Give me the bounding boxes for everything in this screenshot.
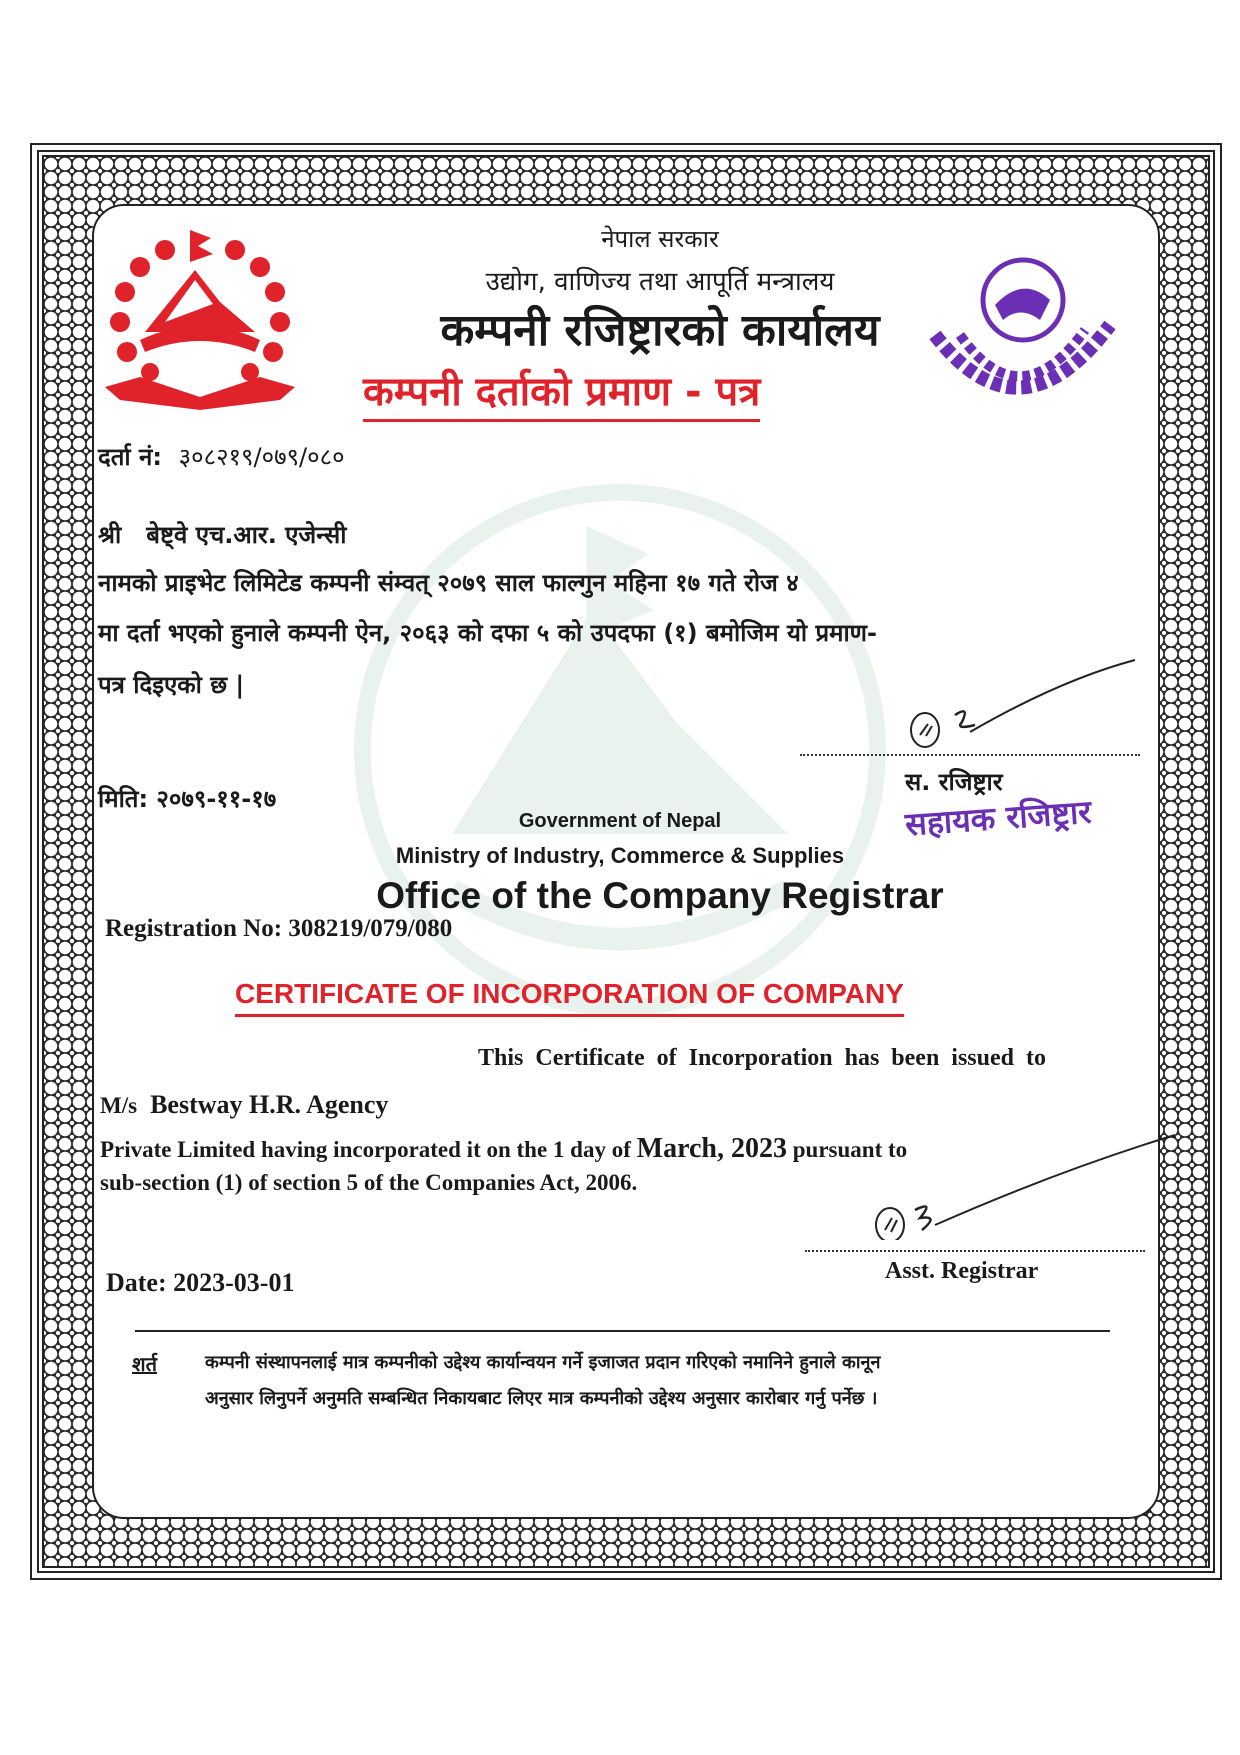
signatory-title-np: स. रजिष्ट्रार <box>905 768 1003 796</box>
signature-line-np <box>800 754 1140 756</box>
company-name-np-text: बेष्ट्वे एच.आर. एजेन्सी <box>146 521 347 549</box>
reg-no-np: ३०८२१९/०७९/०८० <box>178 443 345 471</box>
signatory-stamp-np: सहायक रजिष्ट्रार <box>903 792 1093 844</box>
prefix-en: M/s <box>100 1093 138 1118</box>
signature-np-icon <box>900 650 1140 750</box>
condition-label: शर्त <box>132 1352 157 1376</box>
date-value-en: 2023-03-01 <box>173 1268 295 1297</box>
incorporation-text-b: pursuant to <box>792 1137 908 1162</box>
company-name-en-text: Bestway H.R. Agency <box>150 1090 389 1119</box>
date-value-np: २०७९-११-१७ <box>156 785 277 813</box>
header-office-en: Office of the Company Registrar <box>376 875 944 916</box>
incorporation-text-a: Private Limited having incorporated it on the 1 day of <box>100 1137 631 1162</box>
header-ministry-en: Ministry of Industry, Commerce & Supplies <box>395 843 845 868</box>
signature-en-icon <box>860 1130 1180 1240</box>
signatory-title-en: Asst. Registrar <box>885 1258 1039 1284</box>
reg-label-en: Registration No: <box>105 915 283 942</box>
header-government-np: नेपाल सरकार <box>601 225 719 253</box>
condition-line: अनुसार लिनुपर्ने अनुमति सम्बन्धित निकायबाट लिएर मात्र कम्पनीको उद्देश्य अनुसार कारोबार गर्नु पर्नेछ । <box>205 1388 878 1409</box>
condition-divider <box>135 1330 1110 1332</box>
company-name-np <box>98 518 346 551</box>
date-en <box>106 1268 294 1298</box>
certificate-title-en: CERTIFICATE OF INCORPORATION OF COMPANY <box>235 978 904 1017</box>
incorporation-date: March, 2023 <box>636 1133 787 1164</box>
certificate-title-np: कम्पनी दर्ताको प्रमाण - पत्र <box>363 362 760 422</box>
company-name-en <box>100 1090 388 1120</box>
signature-line-en <box>805 1250 1145 1252</box>
incorporation-line-2-en: sub-section (1) of section 5 of the Companies Act, 2006. <box>100 1170 638 1195</box>
header-government-en: Government of Nepal <box>518 810 722 832</box>
incorporation-line-en <box>100 1133 907 1165</box>
condition-line: कम्पनी संस्थापनलाई मात्र कम्पनीको उद्देश्य कार्यान्वयन गर्ने इजाजत प्रदान गरिएको नमानिने हुनाले कानून <box>205 1352 881 1373</box>
watermark-emblem-icon <box>340 470 900 1030</box>
honorific-np: श्री <box>98 521 122 549</box>
header-ministry-np: उद्योग, वाणिज्य तथा आपूर्ति मन्त्रालय <box>485 267 835 297</box>
date-label-np: मिति: <box>98 785 149 813</box>
intro-text-en: This Certificate of Incorporation has been issued to <box>478 1045 1046 1071</box>
body-line-np: मा दर्ता भएको हुनाले कम्पनी ऐन, २०६३ को दफा ५ को उपदफा (१) बमोजिम यो प्रमाण- <box>98 619 877 647</box>
reg-no-en: 308219/079/080 <box>288 915 453 942</box>
reg-label-np: दर्ता नं: <box>98 443 162 471</box>
header-office-np: कम्पनी रजिष्ट्रारको कार्यालय <box>440 305 880 356</box>
registration-number-en <box>105 915 452 943</box>
body-line-np: नामको प्राइभेट लिमिटेड कम्पनी संम्वत् २०७९ साल फाल्गुन महिना १७ गते रोज ४ <box>98 569 799 597</box>
registration-number-np <box>98 440 345 473</box>
date-label-en: Date: <box>106 1268 167 1297</box>
body-line-np: पत्र दिइएको छ | <box>98 671 245 699</box>
